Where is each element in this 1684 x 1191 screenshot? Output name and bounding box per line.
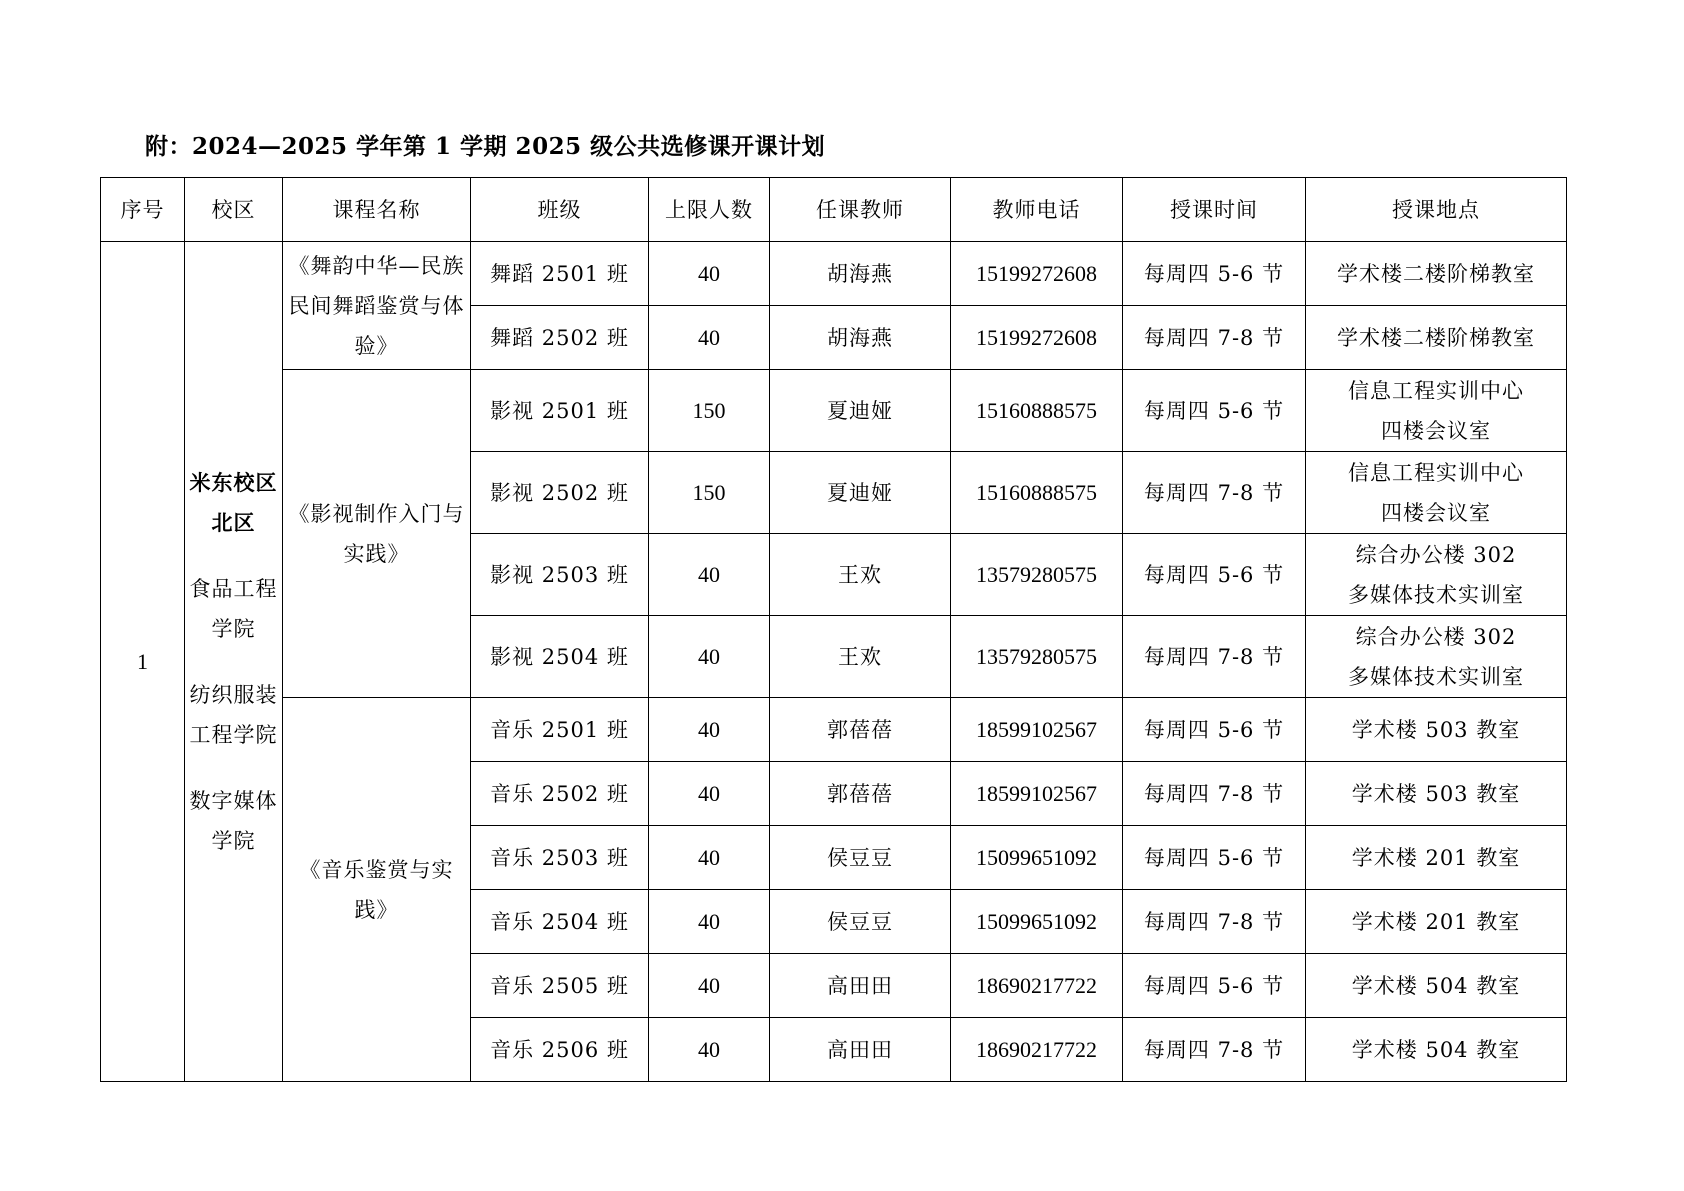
teacher-cell: 侯豆豆 [770, 890, 951, 954]
time-cell: 每周四 7-8 节 [1123, 452, 1306, 534]
teacher-cell: 王欢 [770, 534, 951, 616]
college-name: 纺织服装工程学院 [189, 682, 278, 747]
teacher-cell: 郭蓓蓓 [770, 762, 951, 826]
document-title: 附：2024—2025 学年第 1 学期 2025 级公共选修课开课计划 [145, 133, 826, 160]
time-cell: 每周四 5-6 节 [1123, 954, 1306, 1018]
location-cell [1306, 370, 1567, 452]
header-teacher: 任课教师 [770, 178, 951, 242]
course-name-cell: 《音乐鉴赏与实践》 [283, 698, 471, 1082]
phone-cell: 15099651092 [951, 890, 1123, 954]
limit-cell: 40 [649, 698, 770, 762]
course-name-cell: 《影视制作入门与实践》 [283, 370, 471, 698]
location-line-2: 多媒体技术实训室 [1348, 664, 1524, 689]
location-cell [1306, 452, 1567, 534]
location-cell: 学术楼二楼阶梯教室 [1306, 306, 1567, 370]
time-cell: 每周四 5-6 节 [1123, 826, 1306, 890]
table-row [101, 370, 1567, 452]
class-cell: 音乐 2501 班 [471, 698, 649, 762]
header-limit: 上限人数 [649, 178, 770, 242]
course-plan-table [100, 177, 1567, 1082]
class-cell: 影视 2503 班 [471, 534, 649, 616]
location-cell [1306, 534, 1567, 616]
limit-cell: 150 [649, 370, 770, 452]
location-line-1: 信息工程实训中心 [1348, 460, 1524, 485]
teacher-cell: 胡海燕 [770, 306, 951, 370]
teacher-cell: 侯豆豆 [770, 826, 951, 890]
phone-cell: 15199272608 [951, 306, 1123, 370]
location-line-2: 四楼会议室 [1381, 418, 1491, 443]
phone-cell: 15099651092 [951, 826, 1123, 890]
location-line-1: 信息工程实训中心 [1348, 378, 1524, 403]
table-row [101, 242, 1567, 306]
phone-cell: 15160888575 [951, 370, 1123, 452]
time-cell: 每周四 7-8 节 [1123, 890, 1306, 954]
header-class: 班级 [471, 178, 649, 242]
course-name-cell: 《舞韵中华—民族民间舞蹈鉴赏与体验》 [283, 242, 471, 370]
class-cell: 舞蹈 2501 班 [471, 242, 649, 306]
time-cell: 每周四 7-8 节 [1123, 762, 1306, 826]
table-header-row [101, 178, 1567, 242]
class-cell: 影视 2501 班 [471, 370, 649, 452]
college-name: 食品工程学院 [189, 576, 278, 641]
limit-cell: 150 [649, 452, 770, 534]
campus-cell [185, 242, 283, 1082]
class-cell: 音乐 2502 班 [471, 762, 649, 826]
campus-name: 米东校区北区 [189, 469, 278, 535]
teacher-cell: 王欢 [770, 616, 951, 698]
phone-cell: 15160888575 [951, 452, 1123, 534]
table-row [101, 698, 1567, 762]
location-cell: 学术楼 201 教室 [1306, 890, 1567, 954]
limit-cell: 40 [649, 242, 770, 306]
class-cell: 音乐 2504 班 [471, 890, 649, 954]
phone-cell: 18599102567 [951, 762, 1123, 826]
location-line-1: 综合办公楼 302 [1355, 542, 1517, 567]
class-cell: 影视 2502 班 [471, 452, 649, 534]
limit-cell: 40 [649, 1018, 770, 1082]
time-cell: 每周四 7-8 节 [1123, 1018, 1306, 1082]
time-cell: 每周四 5-6 节 [1123, 242, 1306, 306]
index-cell [101, 242, 185, 1082]
class-cell: 舞蹈 2502 班 [471, 306, 649, 370]
limit-cell: 40 [649, 534, 770, 616]
time-cell: 每周四 5-6 节 [1123, 534, 1306, 616]
class-cell: 影视 2504 班 [471, 616, 649, 698]
index-value: 1 [137, 648, 148, 674]
phone-cell: 18690217722 [951, 1018, 1123, 1082]
teacher-cell: 夏迪娅 [770, 452, 951, 534]
location-cell: 学术楼 504 教室 [1306, 954, 1567, 1018]
header-location: 授课地点 [1306, 178, 1567, 242]
teacher-cell: 郭蓓蓓 [770, 698, 951, 762]
time-cell: 每周四 7-8 节 [1123, 306, 1306, 370]
header-phone: 教师电话 [951, 178, 1123, 242]
time-cell: 每周四 5-6 节 [1123, 698, 1306, 762]
location-cell: 学术楼 504 教室 [1306, 1018, 1567, 1082]
limit-cell: 40 [649, 954, 770, 1018]
header-campus: 校区 [185, 178, 283, 242]
header-course: 课程名称 [283, 178, 471, 242]
phone-cell: 18599102567 [951, 698, 1123, 762]
time-cell: 每周四 7-8 节 [1123, 616, 1306, 698]
teacher-cell: 高田田 [770, 954, 951, 1018]
location-line-2: 多媒体技术实训室 [1348, 582, 1524, 607]
header-index: 序号 [101, 178, 185, 242]
limit-cell: 40 [649, 616, 770, 698]
limit-cell: 40 [649, 306, 770, 370]
header-time: 授课时间 [1123, 178, 1306, 242]
limit-cell: 40 [649, 762, 770, 826]
location-cell: 学术楼 503 教室 [1306, 698, 1567, 762]
location-line-1: 综合办公楼 302 [1355, 624, 1517, 649]
class-cell: 音乐 2503 班 [471, 826, 649, 890]
phone-cell: 18690217722 [951, 954, 1123, 1018]
teacher-cell: 胡海燕 [770, 242, 951, 306]
teacher-cell: 夏迪娅 [770, 370, 951, 452]
phone-cell: 13579280575 [951, 616, 1123, 698]
class-cell: 音乐 2505 班 [471, 954, 649, 1018]
limit-cell: 40 [649, 890, 770, 954]
class-cell: 音乐 2506 班 [471, 1018, 649, 1082]
phone-cell: 15199272608 [951, 242, 1123, 306]
college-name: 数字媒体学院 [189, 788, 278, 853]
teacher-cell: 高田田 [770, 1018, 951, 1082]
location-cell: 学术楼二楼阶梯教室 [1306, 242, 1567, 306]
time-cell: 每周四 5-6 节 [1123, 370, 1306, 452]
location-cell [1306, 616, 1567, 698]
phone-cell: 13579280575 [951, 534, 1123, 616]
location-cell: 学术楼 503 教室 [1306, 762, 1567, 826]
limit-cell: 40 [649, 826, 770, 890]
location-line-2: 四楼会议室 [1381, 500, 1491, 525]
location-cell: 学术楼 201 教室 [1306, 826, 1567, 890]
